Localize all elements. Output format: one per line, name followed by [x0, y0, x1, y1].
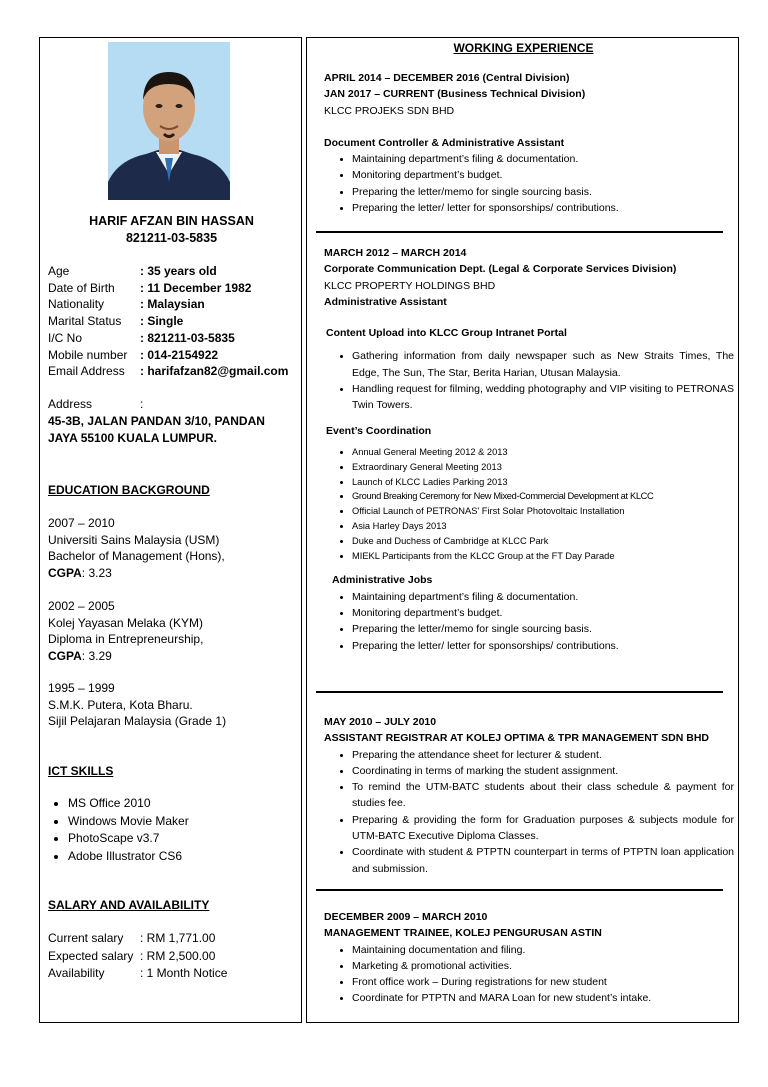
detail-row: Mobile number : 014-2154922: [48, 347, 219, 362]
detail-row: Email Address : harifafzan82@gmail.com: [48, 364, 289, 379]
list-item: • Coordinate for PTPTN and MARA Loan for new student’s intake.: [352, 990, 734, 1006]
list-item: • Monitoring department’s budget.: [352, 605, 734, 621]
education-entry: 2002 – 2005 Kolej Yayasan Melaka (KYM) Diploma in Entrepreneurship, CGPA: 3.29: [48, 599, 204, 663]
detail-row: I/C No : 821211-03-5835: [48, 330, 235, 345]
list-item: • Ground Breaking Ceremony for New Mixed-Commercial Development at KLCC: [352, 489, 734, 504]
list-item: • Preparing the letter/ letter for sponsorships/ contributions.: [352, 200, 734, 216]
profile-photo: [108, 42, 230, 200]
working-experience-heading: WORKING EXPERIENCE: [453, 41, 594, 55]
job-entry: DECEMBER 2009 – MARCH 2010 MANAGEMENT TRAINEE, KOLEJ PENGURUSAN ASTIN • Maintaining documentation and filing. • Marketing & promotional activities. • Front office work – During registrations for new student • Coordinate for PTPTN and MARA Loan for new student’s intake.: [324, 909, 734, 1007]
job-entry: APRIL 2014 – DECEMBER 2016 (Central Division) JAN 2017 – CURRENT (Business Technical Division) KLCC PROJEKS SDN BHD Document Controller & Administrative Assistant • Maintaining department’s filing & documentation. • Monitoring department’s budget. • Preparing the letter/memo for single sourcing basis. • Preparing the letter/ letter for sponsorships/ contributions.: [324, 70, 734, 216]
list-item: • MS Office 2010: [68, 795, 189, 813]
list-item: • Preparing & providing the form for Graduation purposes & subjects module for UTM-BATC Executive Diploma Classes.: [352, 812, 734, 845]
separator-line: [316, 889, 723, 891]
list-item: • Coordinating in terms of marking the student assignment.: [352, 763, 734, 779]
list-item: • Asia Harley Days 2013: [352, 519, 734, 534]
job-entry: MAY 2010 – JULY 2010 ASSISTANT REGISTRAR AT KOLEJ OPTIMA & TPR MANAGEMENT SDN BHD • Preparing the attendance sheet for lecturer & student. • Coordinating in terms of marking the student assignment. • To remind the UTM-BATC students about their class schedule & payment for studies fee. • Preparing & providing the form for Graduation purposes & subjects module for UTM-BATC Executive Diploma Classes. • Coordinate with student & PTPTN counterpart in terms of PTPTN loan application and submission.: [324, 714, 734, 877]
list-item: • Maintaining department’s filing & documentation.: [352, 151, 734, 167]
separator-line: [316, 691, 723, 693]
detail-row: Date of Birth : 11 December 1982: [48, 280, 252, 295]
list-item: • Duke and Duchess of Cambridge at KLCC Park: [352, 534, 734, 549]
list-item: • Preparing the letter/memo for single sourcing basis.: [352, 184, 734, 200]
detail-row: Age : 35 years old: [48, 264, 217, 278]
list-item: • PhotoScape v3.7: [68, 830, 189, 848]
right-column: [306, 37, 739, 1023]
list-item: • Maintaining documentation and filing.: [352, 942, 734, 958]
list-item: • Launch of KLCC Ladies Parking 2013: [352, 475, 734, 490]
list-item: • Maintaining department’s filing & documentation.: [352, 589, 734, 605]
list-item: • To remind the UTM-BATC students about their class schedule & payment for studies fee.: [352, 779, 734, 812]
list-item: • Handling request for filming, wedding photography and VIP visiting to PETRONAS Twin Towers.: [352, 381, 734, 414]
education-heading: EDUCATION BACKGROUND: [48, 483, 210, 497]
list-item: • Annual General Meeting 2012 & 2013: [352, 445, 734, 460]
list-item: • Preparing the attendance sheet for lecturer & student.: [352, 747, 734, 763]
list-item: • Extraordinary General Meeting 2013: [352, 460, 734, 475]
list-item: • Gathering information from daily newspaper such as New Straits Times, The Edge, The Sun, The Star, Berita Harian, Utusan Malaysia.: [352, 348, 734, 381]
list-item: • Monitoring department’s budget.: [352, 167, 734, 183]
list-item: • Coordinate with student & PTPTN counterpart in terms of PTPTN loan application and submission.: [352, 844, 734, 877]
education-entry: 1995 – 1999 S.M.K. Putera, Kota Bharu. Sijil Pelajaran Malaysia (Grade 1): [48, 681, 227, 728]
list-item: • Adobe Illustrator CS6: [68, 848, 189, 866]
list-item: • Marketing & promotional activities.: [352, 958, 734, 974]
ict-skill-list: [48, 795, 189, 865]
candidate-id: 821211-03-5835: [125, 231, 218, 245]
address-block: Address : 45-3B, JALAN PANDAN 3/10, PANDAN JAYA 55100 KUALA LUMPUR.: [48, 396, 298, 447]
detail-row: Marital Status : Single: [48, 314, 184, 329]
ict-heading: ICT SKILLS: [48, 764, 114, 778]
education-entry: 2007 – 2010 Universiti Sains Malaysia (USM) Bachelor of Management (Hons), CGPA: 3.23: [48, 516, 225, 580]
list-item: • Front office work – During registrations for new student: [352, 974, 734, 990]
separator-line: [316, 231, 723, 233]
address-line-1: 45-3B, JALAN PANDAN 3/10, PANDAN: [48, 414, 265, 428]
candidate-name: HARIF AFZAN BIN HASSAN: [89, 214, 254, 228]
left-column: [39, 37, 302, 1023]
list-item: • MIEKL Participants from the KLCC Group at the FT Day Parade: [352, 549, 734, 564]
job-entry: MARCH 2012 – MARCH 2014 Corporate Communication Dept. (Legal & Corporate Services Division) KLCC PROPERTY HOLDINGS BHD Administrative Assistant Content Upload into KLCC Group Intranet Portal • Gathering information from daily newspaper such as New Straits Times, The Edge, The Sun, The Star, Berita Harian, Utusan Malaysia. • Handling request for filming, wedding photography and VIP visiting to PETRONAS Twin Towers. Event’s Coordination • Annual General Meeting 2012 & 2013 • Extraordinary General Meeting 2013 • Launch of KLCC Ladies Parking 2013 • Ground Breaking Ceremony for New Mixed-Commercial Development at KLCC • Official Launch of PETRONAS' First Solar Photovoltaic Installation • Asia Harley Days 2013 • Duke and Duchess of Cambridge at KLCC Park • MIEKL Participants from the KLCC Group at the FT Day Parade Administrative Jobs • Maintaining department’s filing & documentation. • Monitoring department’s budget. • Preparing the letter/memo for single sourcing basis. • Preparing the letter/ letter for sponsorships/ contributions.: [324, 245, 734, 654]
list-item: • Official Launch of PETRONAS' First Solar Photovoltaic Installation: [352, 504, 734, 519]
salary-heading: SALARY AND AVAILABILITY: [48, 898, 210, 912]
list-item: • Preparing the letter/ letter for sponsorships/ contributions.: [352, 638, 734, 654]
address-label: Address: [48, 397, 93, 411]
list-item: • Preparing the letter/memo for single sourcing basis.: [352, 621, 734, 637]
list-item: • Windows Movie Maker: [68, 813, 189, 831]
address-line-2: JAYA 55100 KUALA LUMPUR.: [48, 431, 217, 445]
personal-details: [48, 263, 288, 380]
detail-row: Nationality : Malaysian: [48, 297, 205, 312]
salary-block: Current salary : RM 1,771.00 Expected salary : RM 2,500.00 Availability : 1 Month Notice: [48, 931, 228, 980]
